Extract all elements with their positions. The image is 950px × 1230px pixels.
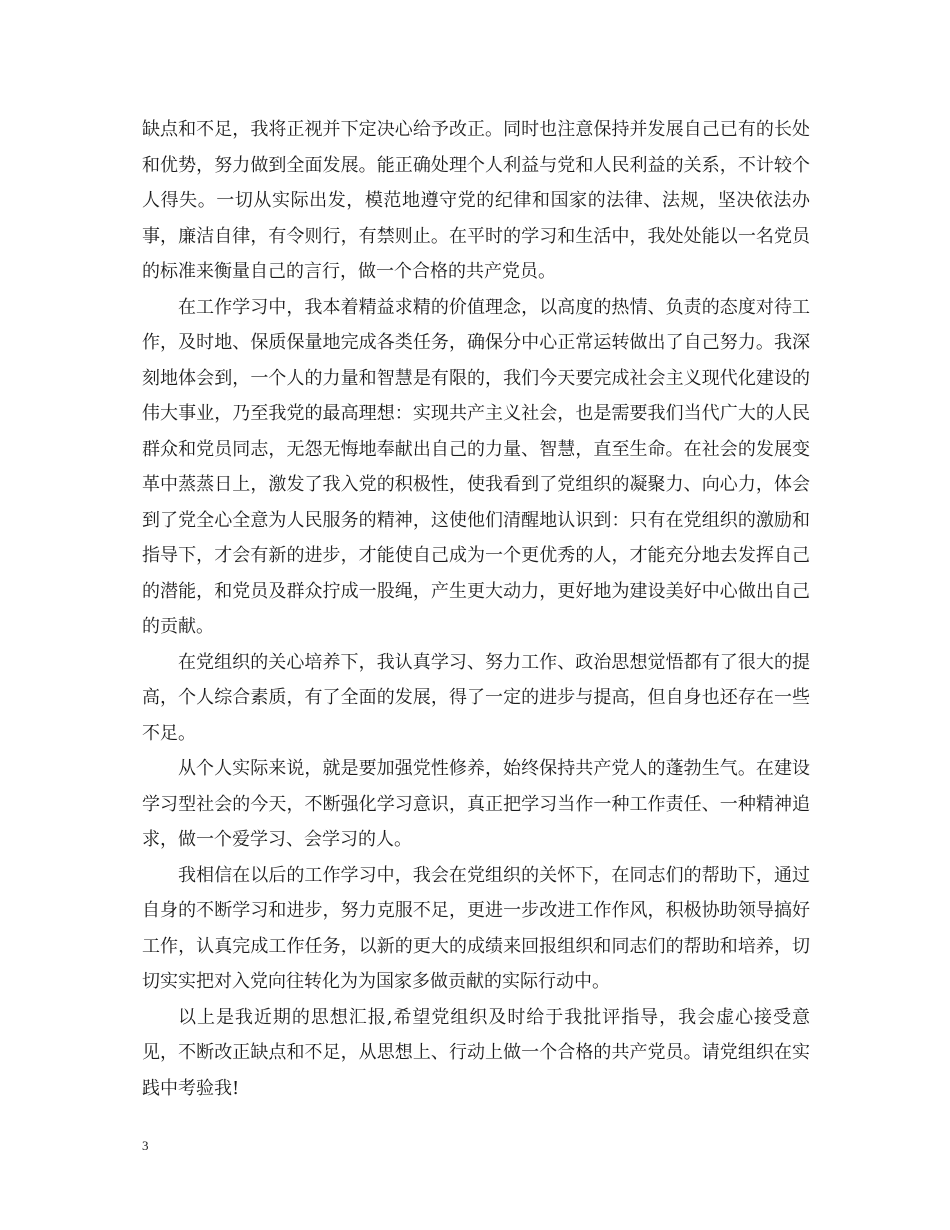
paragraph-1: 缺点和不足，我将正视并下定决心给予改正。同时也注意保持并发展自己已有的长处和优势，努力做到全面发展。能正确处理个人利益与党和人民利益的关系，不计较个人得失。一切从实际出发，模范地遵守党的纪律和国家的法律、法规，坚决依法办事，廉洁自律，有令则行，有禁则止。在平时的学习和生活中，我处处能以一名党员的标准来衡量自己的言行，做一个合格的共产党员。 (142, 119, 810, 282)
document-body (142, 112, 810, 1106)
paragraph-6: 以上是我近期的思想汇报,希望党组织及时给于我批评指导，我会虚心接受意见，不断改正缺点和不足，从思想上、行动上做一个合格的共产党员。请党组织在实践中考验我! (142, 1006, 810, 1099)
paragraph-3: 在党组织的关心培养下，我认真学习、努力工作、政治思想觉悟都有了很大的提高，个人综合素质，有了全面的发展，得了一定的进步与提高，但自身也还存在一些不足。 (142, 651, 810, 744)
paragraph-2: 在工作学习中，我本着精益求精的价值理念，以高度的热情、负责的态度对待工作，及时地、保质保量地完成各类任务，确保分中心正常运转做出了自己努力。我深刻地体会到，一个人的力量和智慧是有限的，我们今天要完成社会主义现代化建设的伟大事业，乃至我党的最高理想：实现共产主义社会，也是需要我们当代广大的人民群众和党员同志，无怨无悔地奉献出自己的力量、智慧，直至生命。在社会的发展变革中蒸蒸日上，激发了我入党的积极性，使我看到了党组织的凝聚力、向心力，体会到了党全心全意为人民服务的精神，这使他们清醒地认识到：只有在党组织的激励和指导下，才会有新的进步，才能使自己成为一个更优秀的人，才能充分地去发挥自己的潜能，和党员及群众拧成一股绳，产生更大动力，更好地为建设美好中心做出自己的贡献。 (142, 296, 810, 637)
page-number: 3 (142, 1138, 149, 1153)
paragraph-4: 从个人实际来说，就是要加强党性修养，始终保持共产党人的蓬勃生气。在建设学习型社会的今天，不断强化学习意识，真正把学习当作一种工作责任、一种精神追求，做一个爱学习、会学习的人。 (142, 758, 810, 850)
paragraph-5: 我相信在以后的工作学习中，我会在党组织的关怀下，在同志们的帮助下，通过自身的不断学习和进步，努力克服不足，更进一步改进工作作风，积极协助领导搞好工作，认真完成工作任务，以新的更大的成绩来回报组织和同志们的帮助和培养，切切实实把对入党向往转化为为国家多做贡献的实际行动中。 (142, 864, 810, 992)
